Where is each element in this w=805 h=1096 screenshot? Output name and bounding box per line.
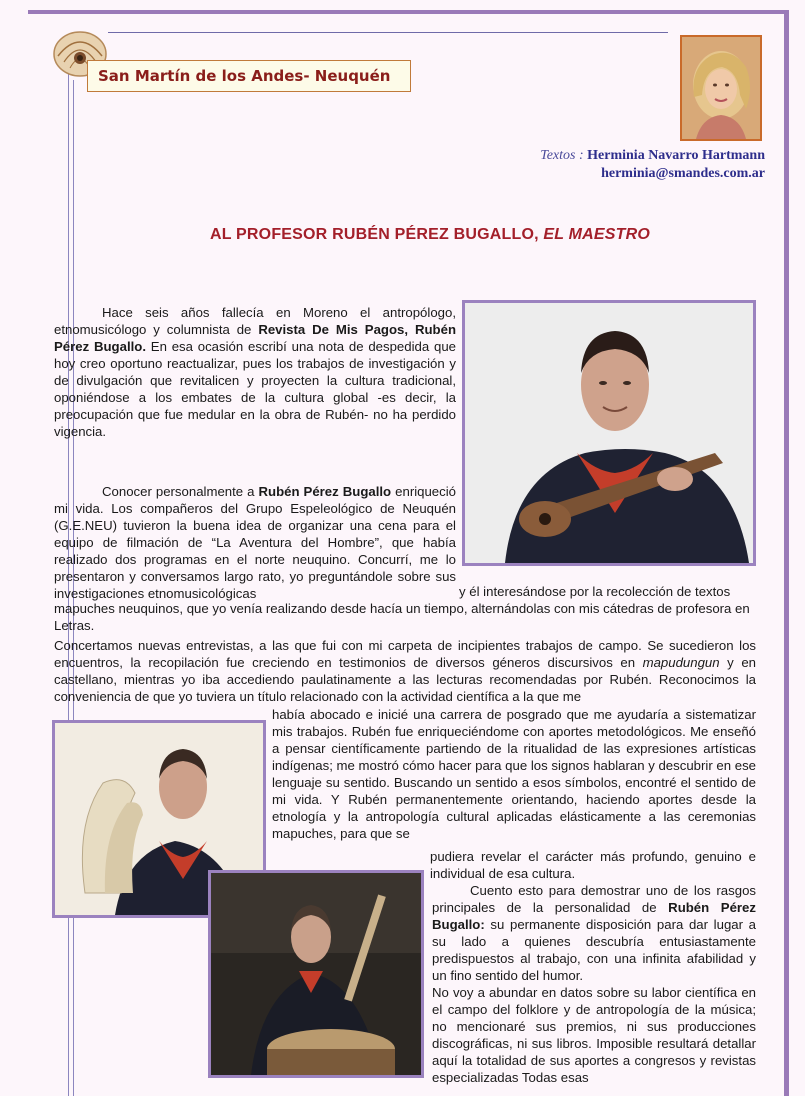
credits-author: Herminia Navarro Hartmann bbox=[587, 148, 765, 163]
author-photo bbox=[680, 35, 762, 141]
credits bbox=[540, 147, 765, 183]
top-rule bbox=[28, 10, 788, 14]
header-thin-rule bbox=[108, 32, 668, 33]
photo-ruben-drum bbox=[208, 870, 424, 1078]
paragraph-2-cont: y él interesándose por la recolección de textos mapuches neuquinos, que yo venía realizando desde hacía un tiempo, alternándolas con mis cátedras de profesora en Letras. bbox=[54, 584, 750, 633]
title-italic: EL MAESTRO bbox=[543, 226, 651, 243]
right-rule bbox=[784, 10, 789, 1096]
paragraph-3-cont: había abocado e inicié una carrera de posgrado que me ayudaría a sistematizar mis trabajos. Rubén fue enriqueciéndome con aportes metodológicos. Me enseñó a pensar científicamente partiendo de la ritualidad de las expresiones artísticas indígenas; me mostró cómo hacer para que los signos hablaran y descubrir en ese lenguaje su sentido. Buscando un sentido a esos símbolos, encontré el sentido de mi vida. Y Rubén permanentemente orientando, haciendo aportes desde la etnología y la antropología cultural aplicadas elásticamente a las ceremonias mapuches, para que se bbox=[272, 707, 756, 841]
paragraph-2: Conocer personalmente a Rubén Pérez Bugallo enriqueció mi vida. Los compañeros del Grupo Espeleológico de Neuquén (G.E.NEU) tuvieron la buena idea de organizar una cena para el equipo de filmación de “La Aventura del Hombre”, que había realizado dos programas en el norte neuquino. Concurrí, me lo presentaron y conversamos largo rato, yo preguntándole sobre sus investigaciones etnomusicológicas bbox=[54, 484, 456, 601]
credits-label: Textos : bbox=[540, 148, 584, 163]
paragraph-4: Cuento esto para demostrar uno de los rasgos principales de la personalidad de Rubén Pérez Bugallo: su permanente disposición para dar lugar a su lado a quienes descubría entusiastamente predispuestos al trabajo, con una infinita afabilidad y un fino sentido del humor. bbox=[432, 883, 756, 983]
paragraph-3-end: pudiera revelar el carácter más profundo, genuino e individual de esa cultura. bbox=[430, 849, 756, 881]
title-main: AL PROFESOR RUBÉN PÉREZ BUGALLO, bbox=[209, 226, 539, 243]
paragraph-3: Concertamos nuevas entrevistas, a las que fui con mi carpeta de incipientes trabajos de campo. Se sucedieron los encuentros, la recopilación fue creciendo en testimonios de diversos géneros discursivos en mapudungun y en castellano, mientras yo iba accediendo paulatinamente a las lecturas recomendadas por Rubén. Reconocimos la conveniencia de que yo tuviera un título relacionado con la actividad científica a la que me bbox=[54, 638, 756, 704]
credits-email[interactable]: herminia@smandes.com.ar bbox=[601, 166, 765, 181]
article-title bbox=[0, 226, 805, 244]
paragraph-5: No voy a abundar en datos sobre su labor científica en el campo del folklore y de antropología de la música; no mencionaré sus premios, ni sus producciones discográficas, ni sus libros. Imposible resultará detallar aquí la totalidad de sus aportes a congresos y revistas especializadas Todas esas bbox=[432, 985, 756, 1085]
paragraph-1: Hace seis años fallecía en Moreno el antropólogo, etnomusicólogo y columnista de Revista De Mis Pagos, Rubén Pérez Bugallo. En esa ocasión escribí una nota de despedida que hoy creo oportuno reactualizar, pues los trabajos de investigación y de divulgación que revitalicen y proyecten la cultura tradicional, oponiéndose a los embates de la cultura global -es decir, la preocupación que fue medular en la obra de Rubén- no ha perdido vigencia. bbox=[54, 305, 456, 439]
photo-ruben-guitar bbox=[462, 300, 756, 566]
location-box: San Martín de los Andes- Neuquén bbox=[87, 60, 411, 92]
